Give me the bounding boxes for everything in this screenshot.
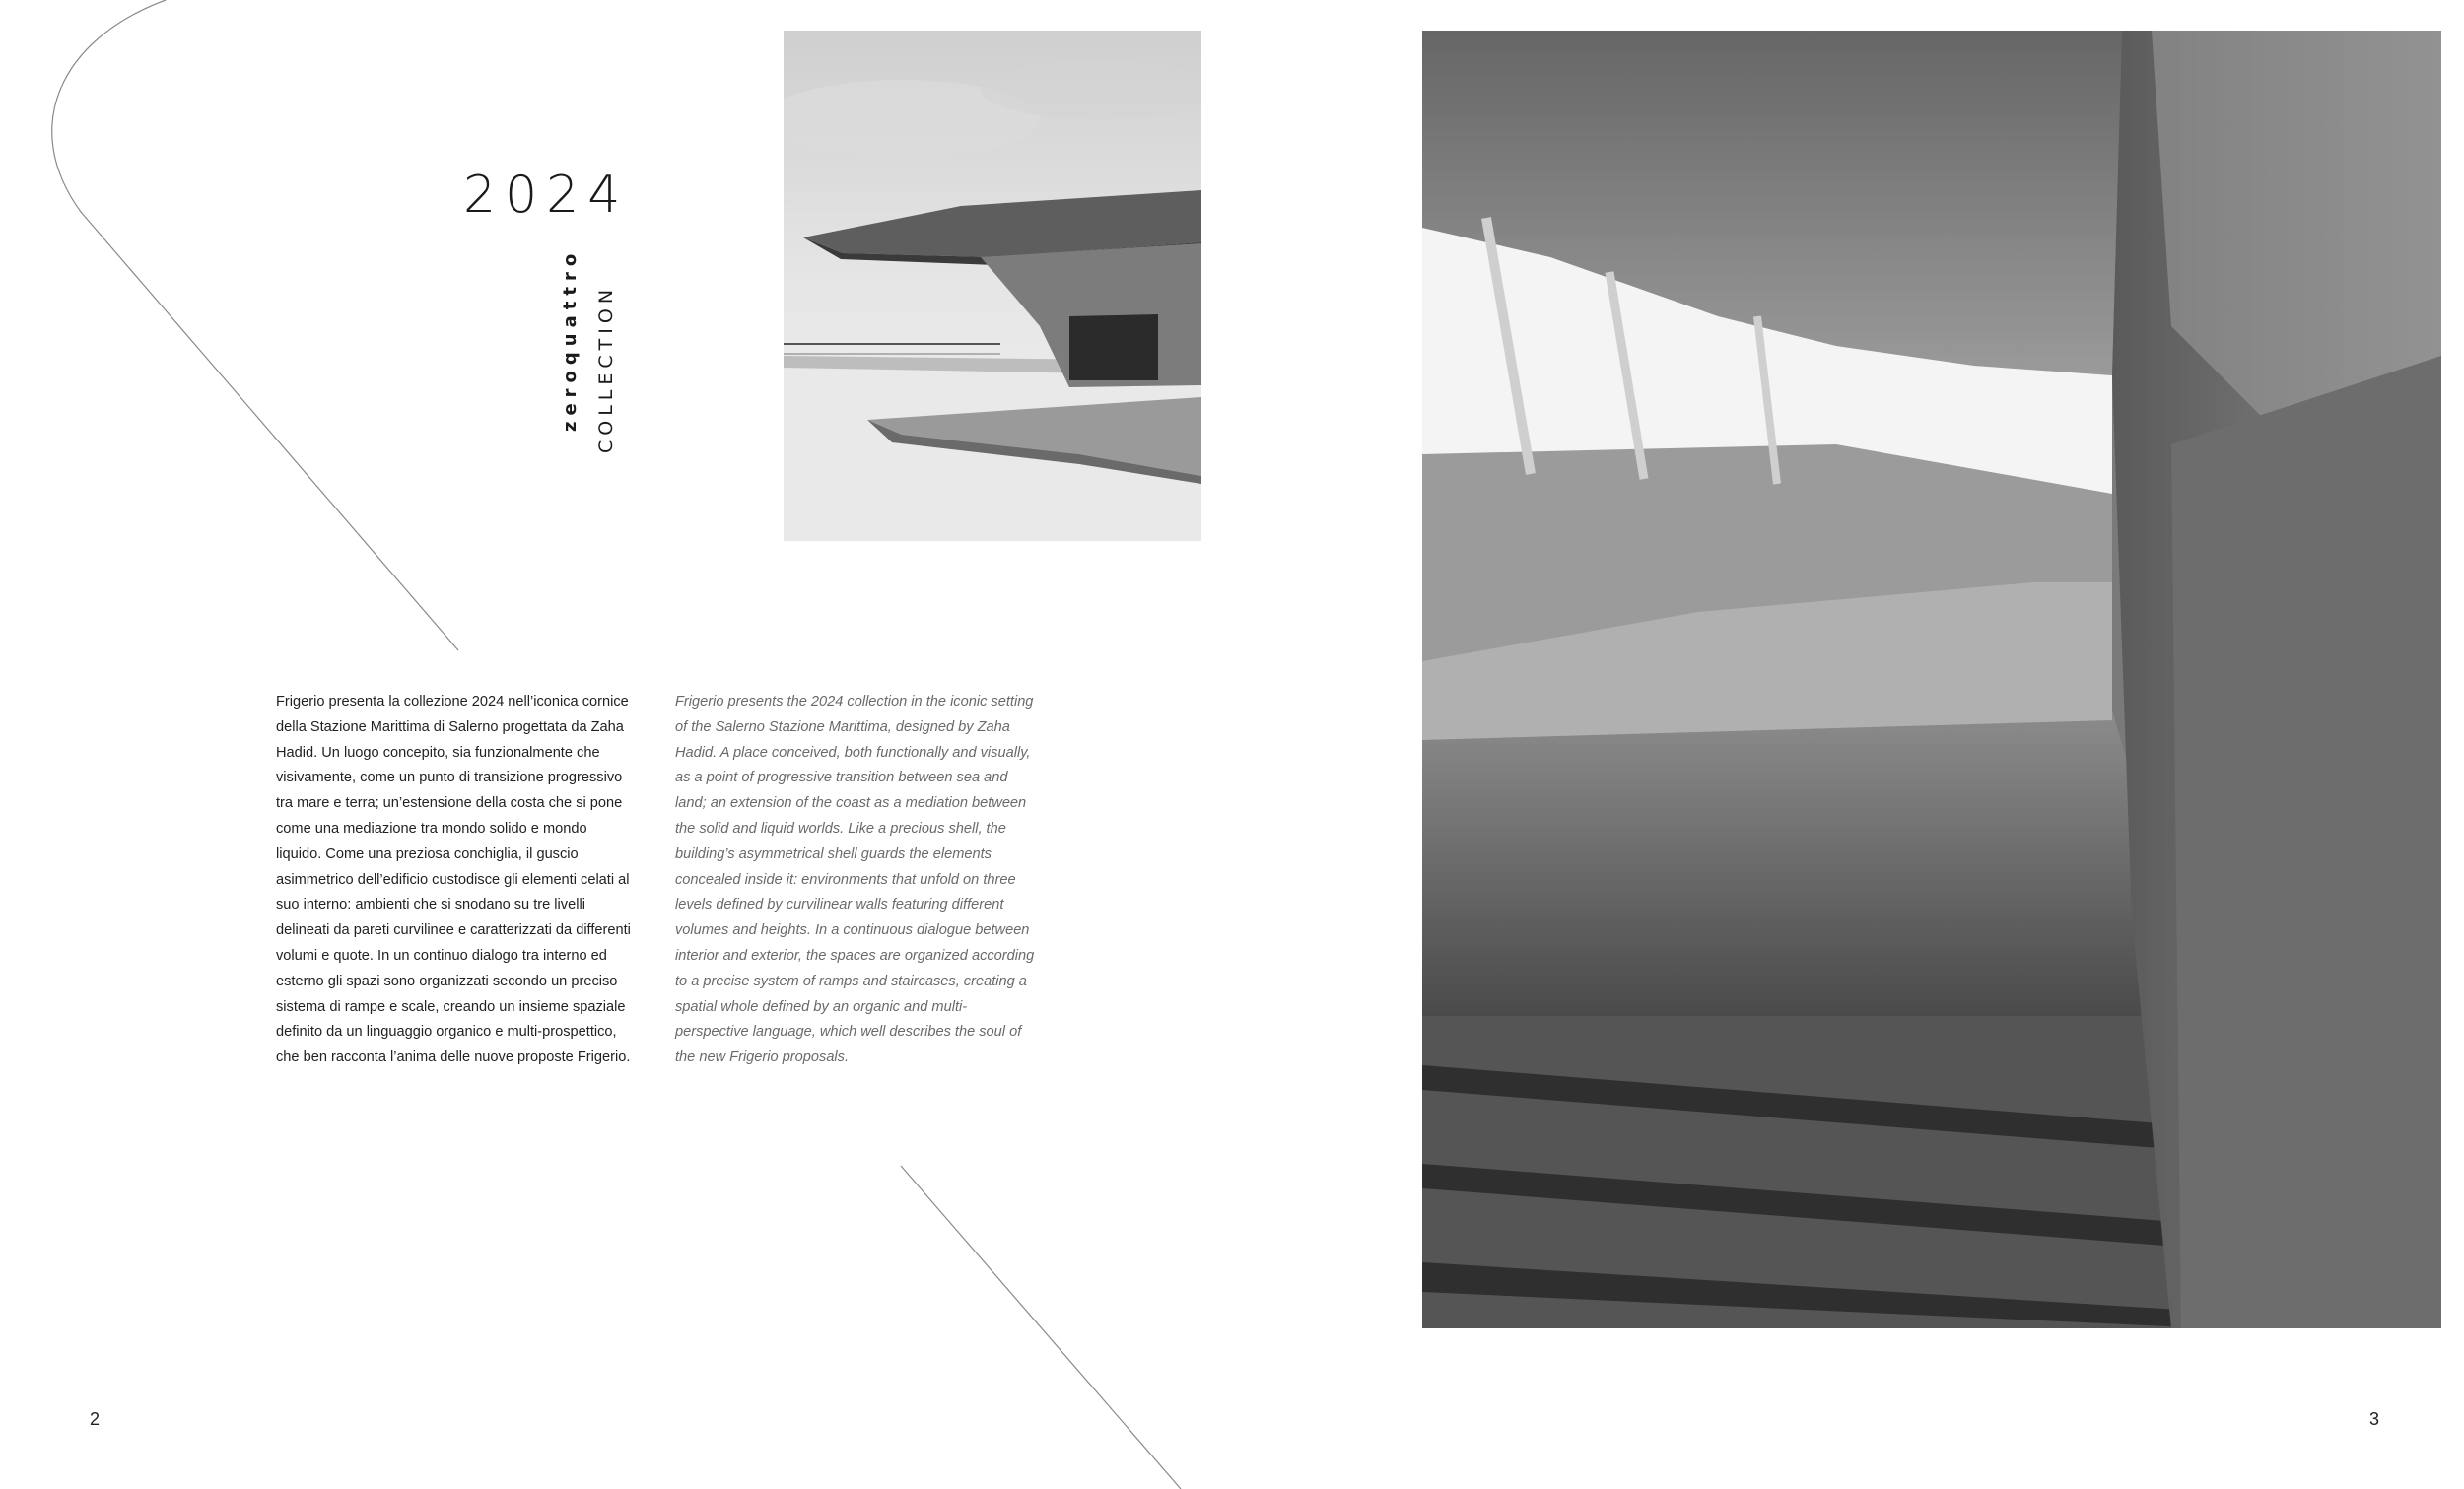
collection-label: COLLECTION bbox=[595, 284, 617, 453]
brand-name: zeroquattro bbox=[560, 247, 581, 432]
page-number-right: 3 bbox=[2369, 1409, 2380, 1429]
interior-staircase-photo bbox=[1422, 31, 2441, 1328]
page-number-left: 2 bbox=[90, 1409, 101, 1429]
diagonal-line bbox=[901, 1166, 1181, 1489]
italian-description: Frigerio presenta la collezione 2024 nell’iconica cornice della Stazione Marittima di Salerno progettata da Zaha Hadid. Un luogo concepito, sia funzionalmente che visivamente, come un punto di transizione progressivo tra mare e terra; un’estensione della costa che si pone come una mediazione tra mondo solido e mondo liquido. Come una preziosa conchiglia, il guscio asimmetrico dell’edificio custodisce gli elementi celati al suo interno: ambienti che si snodano su tre livelli delineati da pareti curvilinee e caratterizzati da differenti volumi e quote. In un continuo dialogo tra interno ed esterno gli spazi sono organizzati secondo un preciso sistema di rampe e scale, creando un insieme spaziale definito da un linguaggio organico e multi-prospettico, che ben racconta l’anima delle nuove proposte Frigerio. bbox=[276, 694, 631, 1066]
english-description: Frigerio presents the 2024 collection in the iconic setting of the Salerno Stazione Marittima, designed by Zaha Hadid. A place conceived, both functionally and visually, as a point of progressive transition between sea and land; an extension of the coast as a mediation between the solid and liquid worlds. Like a precious shell, the building’s asymmetrical shell guards the elements concealed inside it: environments that unfold on three levels defined by curvilinear walls featuring different volumes and heights. In a continuous dialogue between interior and exterior, the spaces are organized according to a precise system of ramps and staircases, creating a spatial whole defined by an organic and multi-perspective language, which well describes the soul of the new Frigerio proposals. bbox=[675, 694, 1035, 1066]
exterior-terminal-photo bbox=[784, 31, 1201, 541]
collection-title bbox=[560, 235, 619, 453]
curved-arc-line bbox=[52, 0, 458, 650]
collection-year: 2024 bbox=[463, 166, 630, 225]
